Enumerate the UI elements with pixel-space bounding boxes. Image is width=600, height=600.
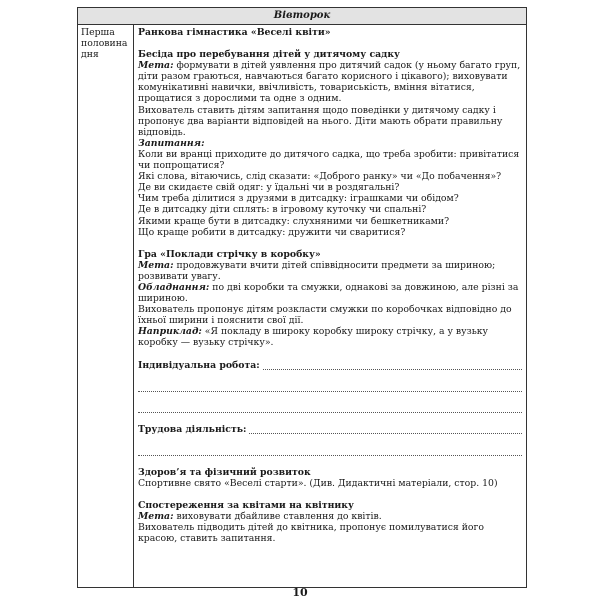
blank-line xyxy=(138,381,522,392)
game-equipment xyxy=(138,282,522,304)
question-item: Якими краще бути в дитсадку: слухняними чи бешкетниками? xyxy=(138,215,450,227)
question-item: Що краще робити в дитсадку: дружити чи сваритися? xyxy=(138,226,406,238)
blank-line xyxy=(138,445,522,456)
game-goal xyxy=(138,260,522,282)
game-example-text: «Я покладу в широку коробку широку стрічку, а у вузьку коробку — вузьку стрічку». xyxy=(138,326,489,349)
health-title: Здоров’я та фізичний розвиток xyxy=(138,466,311,478)
talk-title: Бесіда про перебування дітей у дитячому садку xyxy=(138,49,400,61)
observation-goal xyxy=(138,511,522,522)
individual-work-label: Індивідуальна робота: xyxy=(138,359,260,371)
game-example-label: Наприклад: xyxy=(138,326,202,338)
talk-goal xyxy=(138,60,522,104)
game-goal-text: продовжувати вчити дітей співвідносити предмети за шириною; розвивати увагу. xyxy=(138,259,496,282)
game-example xyxy=(138,326,522,348)
time-of-day-label: Перша половина дня xyxy=(81,27,128,60)
game-goal-label: Мета: xyxy=(138,259,174,271)
day-header: Вівторок xyxy=(78,8,526,25)
schedule-table xyxy=(77,7,527,588)
labor-label: Трудова діяльність: xyxy=(138,423,247,435)
game-equipment-label: Обладнання: xyxy=(138,281,210,293)
talk-goal-text: формувати в дітей уявлення про дитячий садок (у ньому багато груп, діти разом граються, навчаються багато корисного і цікавого); виховувати комунікативні навички, ввічливість, товариськість, вміння вітатися, прощатися з дорослими та одне з одним. xyxy=(138,60,521,105)
question-item: Де в дитсадку діти сплять: в ігровому куточку чи спальні? xyxy=(138,204,427,216)
question-item: Які слова, вітаючись, слід сказати: «Доброго ранку» чи «До побачення»? xyxy=(138,171,502,183)
labor-line xyxy=(138,424,522,435)
question-item: Де ви скидаєте свій одяг: у їдальні чи в роздягальні? xyxy=(138,182,400,194)
individual-work-line xyxy=(138,360,522,371)
page-number: 10 xyxy=(292,586,308,599)
talk-intro: Вихователь ставить дітям запитання щодо поведінки у дитячому садку і пропонує два варіанти відповідей на нього. Діти мають обрати правильну відповідь. xyxy=(138,104,503,138)
game-title: Гра «Поклади стрічку в коробку» xyxy=(138,248,321,260)
question-item: Чим треба ділитися з друзями в дитсадку: іграшками чи обідом? xyxy=(138,193,459,205)
column-divider xyxy=(133,24,134,587)
observation-text: Вихователь підводить дітей до квітника, пропонує помилуватися його красою, ставить запитання. xyxy=(138,521,484,544)
talk-goal-label: Мета: xyxy=(138,60,174,72)
observation-goal-label: Мета: xyxy=(138,510,174,522)
gymnastics-title: Ранкова гімнастика «Веселі квіти» xyxy=(138,27,331,38)
question-item: Коли ви вранці приходите до дитячого садка, що треба зробити: привітатися чи попрощатися? xyxy=(138,148,520,172)
health-text: Спортивне свято «Веселі старти». (Див. Дидактичні матеріали, стор. 10) xyxy=(138,477,498,489)
observation-title: Спостереження за квітами на квітнику xyxy=(138,499,354,511)
activities-content xyxy=(138,27,522,544)
questions-label: Запитання: xyxy=(138,137,205,149)
blank-line xyxy=(138,402,522,413)
game-description: Вихователь пропонує дітям розкласти смужки по коробочках відповідно до їхньої ширини і пояснити свої дії. xyxy=(138,304,512,327)
game-equipment-text: по дві коробки та смужки, однакові за довжиною, але різні за шириною. xyxy=(138,281,519,305)
observation-goal-text: виховувати дбайливе ставлення до квітів. xyxy=(173,510,382,522)
